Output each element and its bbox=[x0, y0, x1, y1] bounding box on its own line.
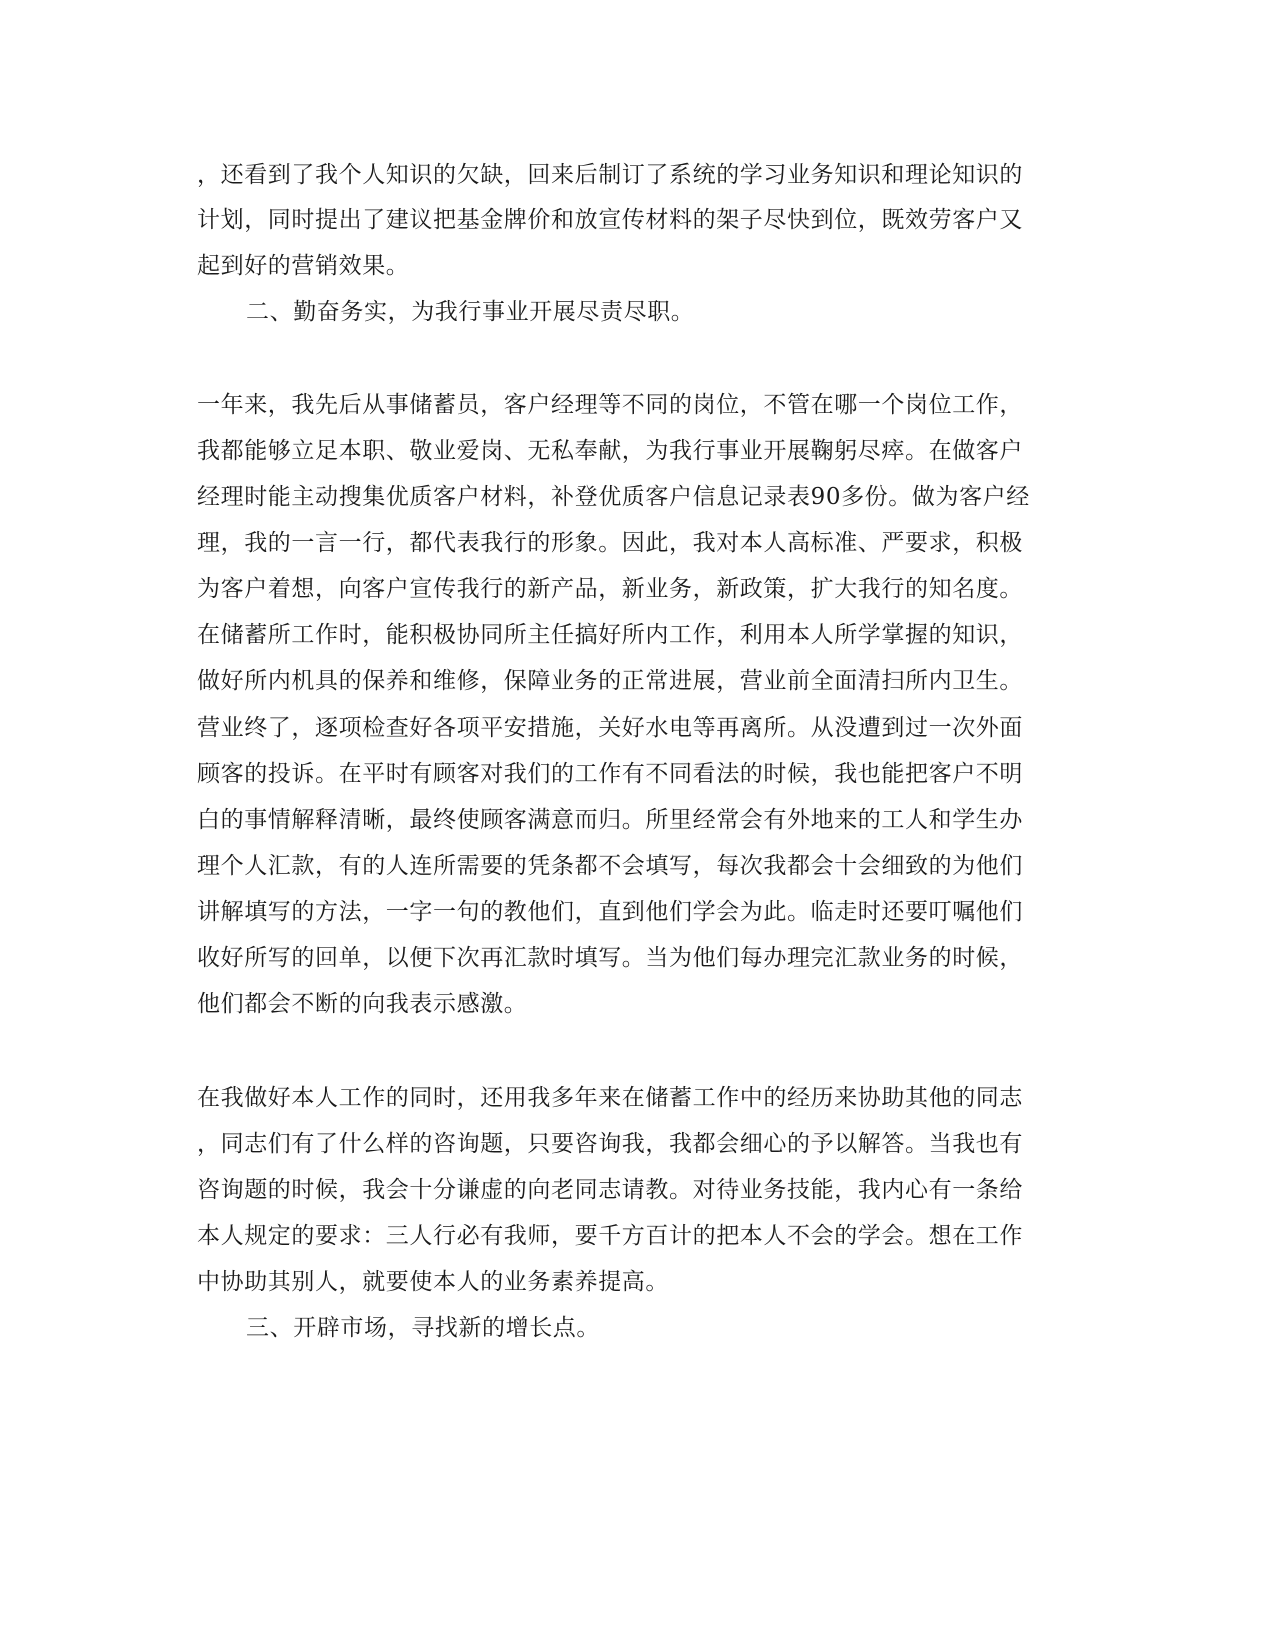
paragraph-line: 收好所写的回单，以便下次再汇款时填写。当为他们每办理完汇款业务的时候， bbox=[197, 945, 1023, 971]
paragraph-line: 经理时能主动搜集优质客户材料，补登优质客户信息记录表90多份。做为客户经 bbox=[197, 484, 1030, 510]
paragraph-line: 本人规定的要求：三人行必有我师，要千方百计的把本人不会的学会。想在工作 bbox=[197, 1223, 1023, 1249]
paragraph-line: 理个人汇款，有的人连所需要的凭条都不会填写，每次我都会十会细致的为他们 bbox=[197, 853, 1023, 879]
paragraph-line: ，同志们有了什么样的咨询题，只要咨询我，我都会细心的予以解答。当我也有 bbox=[197, 1131, 1023, 1157]
paragraph-line: 理，我的一言一行，都代表我行的形象。因此，我对本人高标准、严要求，积极 bbox=[197, 530, 1023, 556]
paragraph-line: 起到好的营销效果。 bbox=[197, 253, 410, 279]
paragraph-line: 计划，同时提出了建议把基金牌价和放宣传材料的架子尽快到位，既效劳客户又 bbox=[197, 207, 1023, 233]
paragraph-line: 咨询题的时候，我会十分谦虚的向老同志请教。对待业务技能，我内心有一条给 bbox=[197, 1177, 1023, 1203]
paragraph-line: 在我做好本人工作的同时，还用我多年来在储蓄工作中的经历来协助其他的同志 bbox=[197, 1085, 1023, 1111]
paragraph-line: 做好所内机具的保养和维修，保障业务的正常进展，营业前全面清扫所内卫生。 bbox=[197, 668, 1023, 694]
paragraph-line: 顾客的投诉。在平时有顾客对我们的工作有不同看法的时候，我也能把客户不明 bbox=[197, 761, 1023, 787]
paragraph-line: 讲解填写的方法，一字一句的教他们，直到他们学会为此。临走时还要叮嘱他们 bbox=[197, 899, 1023, 925]
paragraph-line: 白的事情解释清晰，最终使顾客满意而归。所里经常会有外地来的工人和学生办 bbox=[197, 807, 1023, 833]
paragraph-line: 为客户着想，向客户宣传我行的新产品，新业务，新政策，扩大我行的知名度。 bbox=[197, 576, 1023, 602]
paragraph-line: 在储蓄所工作时，能积极协同所主任搞好所内工作，利用本人所学掌握的知识， bbox=[197, 622, 1023, 648]
paragraph-line: 我都能够立足本职、敬业爱岗、无私奉献，为我行事业开展鞠躬尽瘁。在做客户 bbox=[197, 438, 1023, 464]
paragraph-line: 中协助其别人，就要使本人的业务素养提高。 bbox=[197, 1269, 669, 1295]
paragraph-line: 一年来，我先后从事储蓄员，客户经理等不同的岗位，不管在哪一个岗位工作， bbox=[197, 392, 1023, 418]
section-heading-3: 三、开辟市场，寻找新的增长点。 bbox=[246, 1315, 600, 1341]
section-heading-2: 二、勤奋务实，为我行事业开展尽责尽职。 bbox=[246, 299, 695, 325]
paragraph-line: 营业终了，逐项检查好各项平安措施，关好水电等再离所。从没遭到过一次外面 bbox=[197, 715, 1023, 741]
paragraph-line: ，还看到了我个人知识的欠缺，回来后制订了系统的学习业务知识和理论知识的 bbox=[197, 162, 1023, 188]
paragraph-line: 他们都会不断的向我表示感激。 bbox=[197, 991, 528, 1017]
